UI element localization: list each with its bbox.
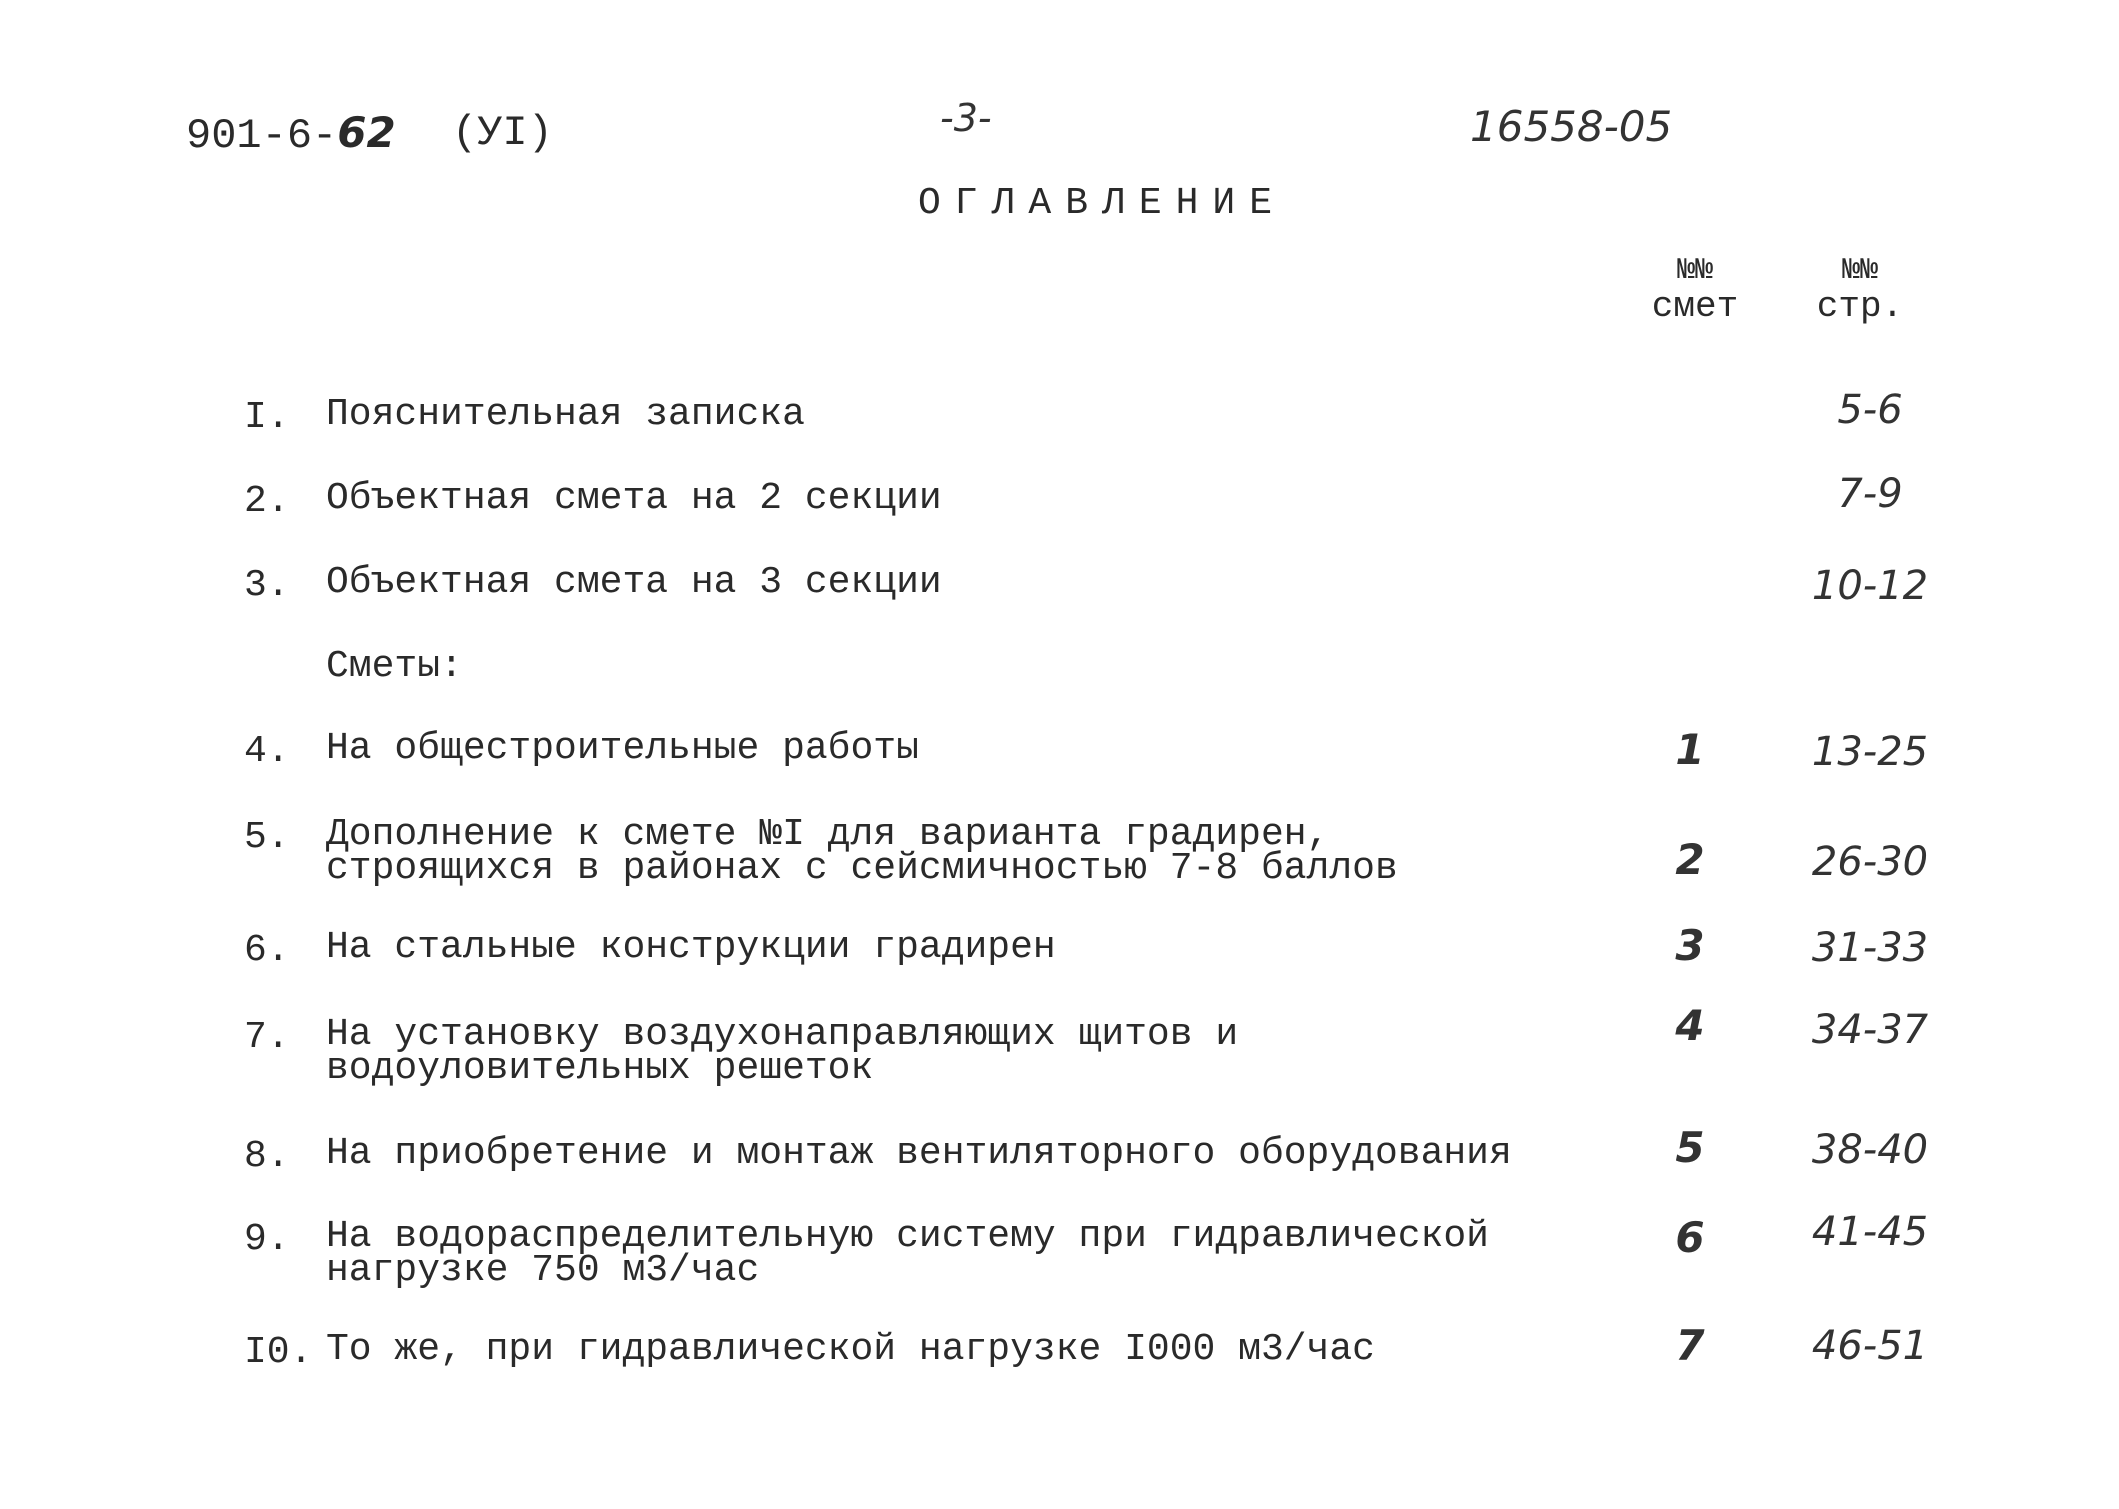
toc-entry-title (326, 926, 1056, 969)
toc-entry-title-line: нагрузке 750 м3/час (326, 1249, 760, 1292)
toc-entry-title (326, 561, 942, 604)
toc-entry-pages: 5-6 (1837, 387, 1903, 433)
toc-entry-title (326, 645, 463, 688)
toc-entry-estimate-number: 3 (1675, 921, 1705, 970)
toc-entry-pages: 7-9 (1837, 471, 1903, 517)
toc-entry-title (326, 1132, 1512, 1175)
toc-entry-pages: 46-51 (1811, 1323, 1929, 1369)
page-number: -3- (940, 96, 992, 140)
toc-entry-number: I0. (244, 1331, 313, 1374)
toc-entry-number: 2. (244, 480, 290, 523)
toc-entry-pages: 38-40 (1811, 1127, 1929, 1173)
document-code (186, 108, 396, 160)
document-code-handwritten: 62 (337, 108, 396, 157)
toc-entry-number: 8. (244, 1135, 290, 1178)
archive-number: 16558-05 (1470, 102, 1673, 151)
toc-entry-estimate-number: 7 (1675, 1321, 1705, 1370)
toc-entry-title-line: На общестроительные работы (326, 727, 919, 770)
toc-entry-estimate-number: 1 (1675, 725, 1705, 774)
toc-entry-title (326, 477, 942, 520)
toc-entry-title-line: строящихся в районах с сейсмичностью 7-8 баллов (326, 847, 1398, 890)
toc-entry-title-line: То же, при гидравлической нагрузке I000 м3/час (326, 1328, 1375, 1371)
toc-entry-number: 7. (244, 1016, 290, 1059)
toc-entry-title-line: На стальные конструкции градирен (326, 926, 1056, 969)
toc-entry-pages: 13-25 (1811, 729, 1929, 775)
toc-entry-pages: 34-37 (1811, 1007, 1929, 1053)
toc-entry-estimate-number: 6 (1675, 1213, 1705, 1262)
toc-entry-title (326, 727, 919, 770)
toc-entry-title (326, 393, 805, 436)
toc-entry-estimate-number: 5 (1675, 1123, 1705, 1172)
column-header-estimates-label: смет (1651, 286, 1739, 327)
toc-entry-pages: 10-12 (1811, 563, 1929, 609)
toc-entry-estimate-number: 4 (1675, 1001, 1705, 1050)
toc-entry-number: 9. (244, 1218, 290, 1261)
toc-entry-title (326, 1328, 1375, 1371)
column-header-pages-label: стр. (1816, 286, 1904, 327)
toc-entry-title-line: водоуловительных решеток (326, 1047, 874, 1090)
toc-entry-title (326, 813, 1398, 890)
column-header-pages-mark: №№ (1841, 254, 1878, 288)
toc-entry-pages: 26-30 (1811, 839, 1929, 885)
toc-entry-title-line: Объектная смета на 2 секции (326, 477, 942, 520)
column-header-estimates (1650, 255, 1740, 327)
toc-entry-number: 4. (244, 730, 290, 773)
toc-entry-title-line: На приобретение и монтаж вентиляторного оборудования (326, 1132, 1512, 1175)
column-header-pages (1810, 255, 1910, 327)
toc-entry-number: I. (244, 396, 290, 439)
document-series: (УI) (452, 109, 553, 157)
toc-entry-title-line: Объектная смета на 3 секции (326, 561, 942, 604)
toc-entry-number: 5. (244, 816, 290, 859)
toc-entry-title-line: Дополнение к смете №I для варианта градирен, (326, 813, 1330, 856)
toc-entry-number: 3. (244, 564, 290, 607)
toc-entry-number: 6. (244, 929, 290, 972)
toc-entry-pages: 41-45 (1811, 1209, 1929, 1255)
column-header-estimates-mark: №№ (1676, 254, 1713, 288)
toc-entry-title-line: На водораспределительную систему при гидравлической (326, 1215, 1489, 1258)
toc-title: ОГЛАВЛЕНИЕ (918, 182, 1287, 225)
toc-entry-title-line: Пояснительная записка (326, 393, 805, 436)
toc-entry-title (326, 1013, 1239, 1090)
document-code-typed: 901-6- (186, 112, 338, 160)
toc-entry-estimate-number: 2 (1675, 835, 1705, 884)
toc-entry-title (326, 1215, 1489, 1292)
toc-entry-title-line: На установку воздухонаправляющих щитов и (326, 1013, 1239, 1056)
toc-entry-title-line: Сметы: (326, 645, 463, 688)
toc-entry-pages: 31-33 (1811, 925, 1929, 971)
